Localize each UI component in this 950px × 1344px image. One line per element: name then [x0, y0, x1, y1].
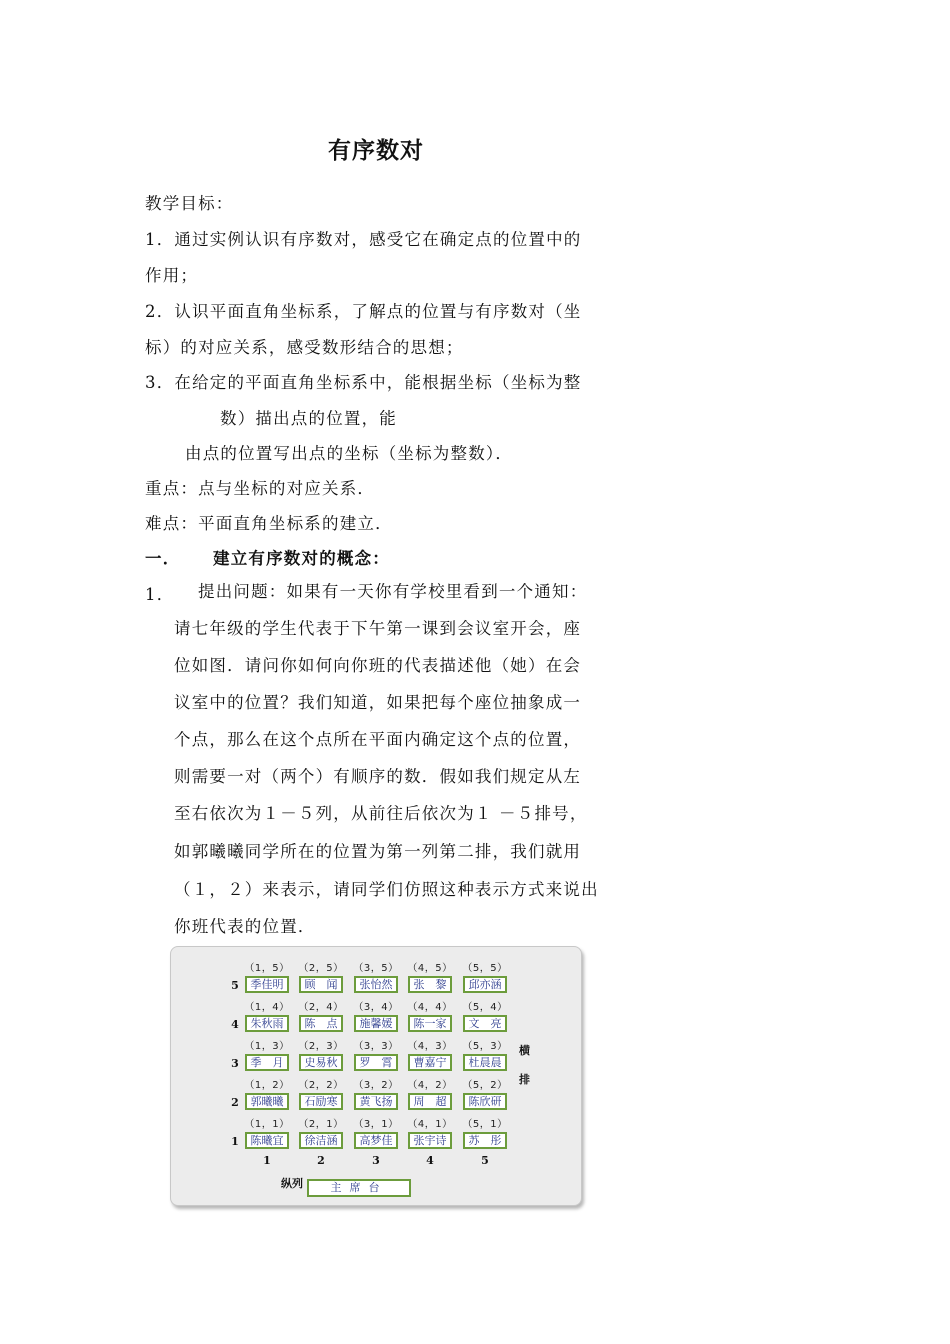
seat-name: 杜晨晨 — [463, 1054, 507, 1071]
column-number: 5 — [481, 1154, 489, 1167]
column-number: 2 — [317, 1154, 325, 1167]
seat-name: 苏 彤 — [463, 1132, 507, 1149]
column-number: 1 — [263, 1154, 271, 1167]
seat-coordinate: （5，5） — [462, 963, 508, 974]
seat-coordinate: （3，1） — [353, 1119, 399, 1130]
seat-name: 罗 霄 — [354, 1054, 398, 1071]
seat-name: 季佳明 — [245, 976, 289, 993]
seat-name: 曹嘉宁 — [408, 1054, 452, 1071]
row-axis-label: 横 — [519, 1044, 530, 1057]
seat-coordinate: （4，2） — [407, 1080, 453, 1091]
section-heading: 建立有序数对的概念： — [213, 549, 390, 568]
row-number: 5 — [231, 979, 239, 992]
section-number: 一． — [145, 549, 181, 568]
seat-name: 陈曦宜 — [245, 1132, 289, 1149]
problem-line: 位如图．请问你如何向你班的代表描述他（她）在会 — [174, 656, 582, 675]
seating-chart — [170, 946, 582, 1206]
row-axis-label: 排 — [519, 1073, 530, 1086]
seat-coordinate: （2，1） — [298, 1119, 344, 1130]
seat-coordinate: （3，2） — [353, 1080, 399, 1091]
problem-number: 1． — [145, 585, 175, 604]
objective-1-line-2: 作用； — [145, 266, 199, 285]
objective-1-line-1: 1．通过实例认识有序数对，感受它在确定点的位置中的 — [145, 230, 582, 249]
seat-name: 季 月 — [245, 1054, 289, 1071]
seat-coordinate: （4，3） — [407, 1041, 453, 1052]
problem-line: 则需要一对（两个）有顺序的数．假如我们规定从左 — [174, 767, 582, 786]
seat-coordinate: （2，5） — [298, 963, 344, 974]
problem-line: 议室中的位置？我们知道，如果把每个座位抽象成一 — [174, 693, 582, 712]
seat-coordinate: （5，2） — [462, 1080, 508, 1091]
row-number: 4 — [231, 1018, 239, 1031]
seat-coordinate: （5，3） — [462, 1041, 508, 1052]
row-number: 1 — [231, 1135, 239, 1148]
seat-name: 徐洁涵 — [299, 1132, 343, 1149]
seat-coordinate: （1，4） — [244, 1002, 290, 1013]
seat-name: 高梦佳 — [354, 1132, 398, 1149]
seat-coordinate: （4，5） — [407, 963, 453, 974]
seat-name: 文 亮 — [463, 1015, 507, 1032]
row-number: 3 — [231, 1057, 239, 1070]
seat-name: 郭曦曦 — [245, 1093, 289, 1110]
seat-coordinate: （2，4） — [298, 1002, 344, 1013]
seat-coordinate: （2，2） — [298, 1080, 344, 1091]
seat-coordinate: （1，5） — [244, 963, 290, 974]
seat-name: 张宇诗 — [408, 1132, 452, 1149]
seat-name: 顾 闻 — [299, 976, 343, 993]
seat-coordinate: （1，3） — [244, 1041, 290, 1052]
seat-coordinate: （4，4） — [407, 1002, 453, 1013]
objectives-heading: 教学目标： — [145, 194, 234, 213]
seat-name: 陈 点 — [299, 1015, 343, 1032]
difficulty: 难点：平面直角坐标系的建立． — [145, 514, 393, 533]
seat-name: 邱亦涵 — [463, 976, 507, 993]
objective-3-line-2: 数）描出点的位置，能 — [220, 409, 397, 428]
podium: 主席台 — [307, 1179, 411, 1197]
problem-line: 至右依次为１－５列，从前往后依次为１ －５排号， — [174, 804, 588, 823]
seat-name: 石励寒 — [299, 1093, 343, 1110]
problem-line: 如郭曦曦同学所在的位置为第一列第二排，我们就用 — [174, 842, 582, 861]
seat-name: 周 超 — [408, 1093, 452, 1110]
row-number: 2 — [231, 1096, 239, 1109]
problem-line: 个点，那么在这个点所在平面内确定这个点的位置， — [174, 730, 582, 749]
seat-name: 施馨媛 — [354, 1015, 398, 1032]
seat-name: 史易秋 — [299, 1054, 343, 1071]
column-number: 4 — [426, 1154, 434, 1167]
column-number: 3 — [372, 1154, 380, 1167]
seat-coordinate: （3，3） — [353, 1041, 399, 1052]
problem-line: 提出问题：如果有一天你有学校里看到一个通知： — [198, 582, 588, 601]
objective-3-line-1: 3．在给定的平面直角坐标系中，能根据坐标（坐标为整 — [145, 373, 582, 392]
seat-coordinate: （3，5） — [353, 963, 399, 974]
objective-3-line-3: 由点的位置写出点的坐标（坐标为整数）． — [185, 444, 514, 463]
seat-coordinate: （5，4） — [462, 1002, 508, 1013]
seat-coordinate: （1，1） — [244, 1119, 290, 1130]
seat-name: 黄飞扬 — [354, 1093, 398, 1110]
seat-coordinate: （5，1） — [462, 1119, 508, 1130]
key-point: 重点：点与坐标的对应关系． — [145, 479, 376, 498]
seat-name: 陈一家 — [408, 1015, 452, 1032]
problem-line: 请七年级的学生代表于下午第一课到会议室开会，座 — [174, 619, 582, 638]
problem-line: 你班代表的位置． — [174, 917, 316, 936]
seat-coordinate: （1，2） — [244, 1080, 290, 1091]
objective-2-line-2: 标）的对应关系，感受数形结合的思想； — [145, 338, 464, 357]
seat-name: 张 黎 — [408, 976, 452, 993]
column-axis-label: 纵列 — [281, 1177, 303, 1190]
problem-line: （１，２）来表示，请同学们仿照这种表示方式来说出 — [174, 880, 599, 899]
seat-name: 张怡然 — [354, 976, 398, 993]
seat-coordinate: （4，1） — [407, 1119, 453, 1130]
objective-2-line-1: 2．认识平面直角坐标系，了解点的位置与有序数对（坐 — [145, 302, 582, 321]
seat-coordinate: （3，4） — [353, 1002, 399, 1013]
seat-name: 朱秋雨 — [245, 1015, 289, 1032]
page-title: 有序数对 — [328, 138, 424, 164]
seat-name: 陈欣研 — [463, 1093, 507, 1110]
seat-coordinate: （2，3） — [298, 1041, 344, 1052]
